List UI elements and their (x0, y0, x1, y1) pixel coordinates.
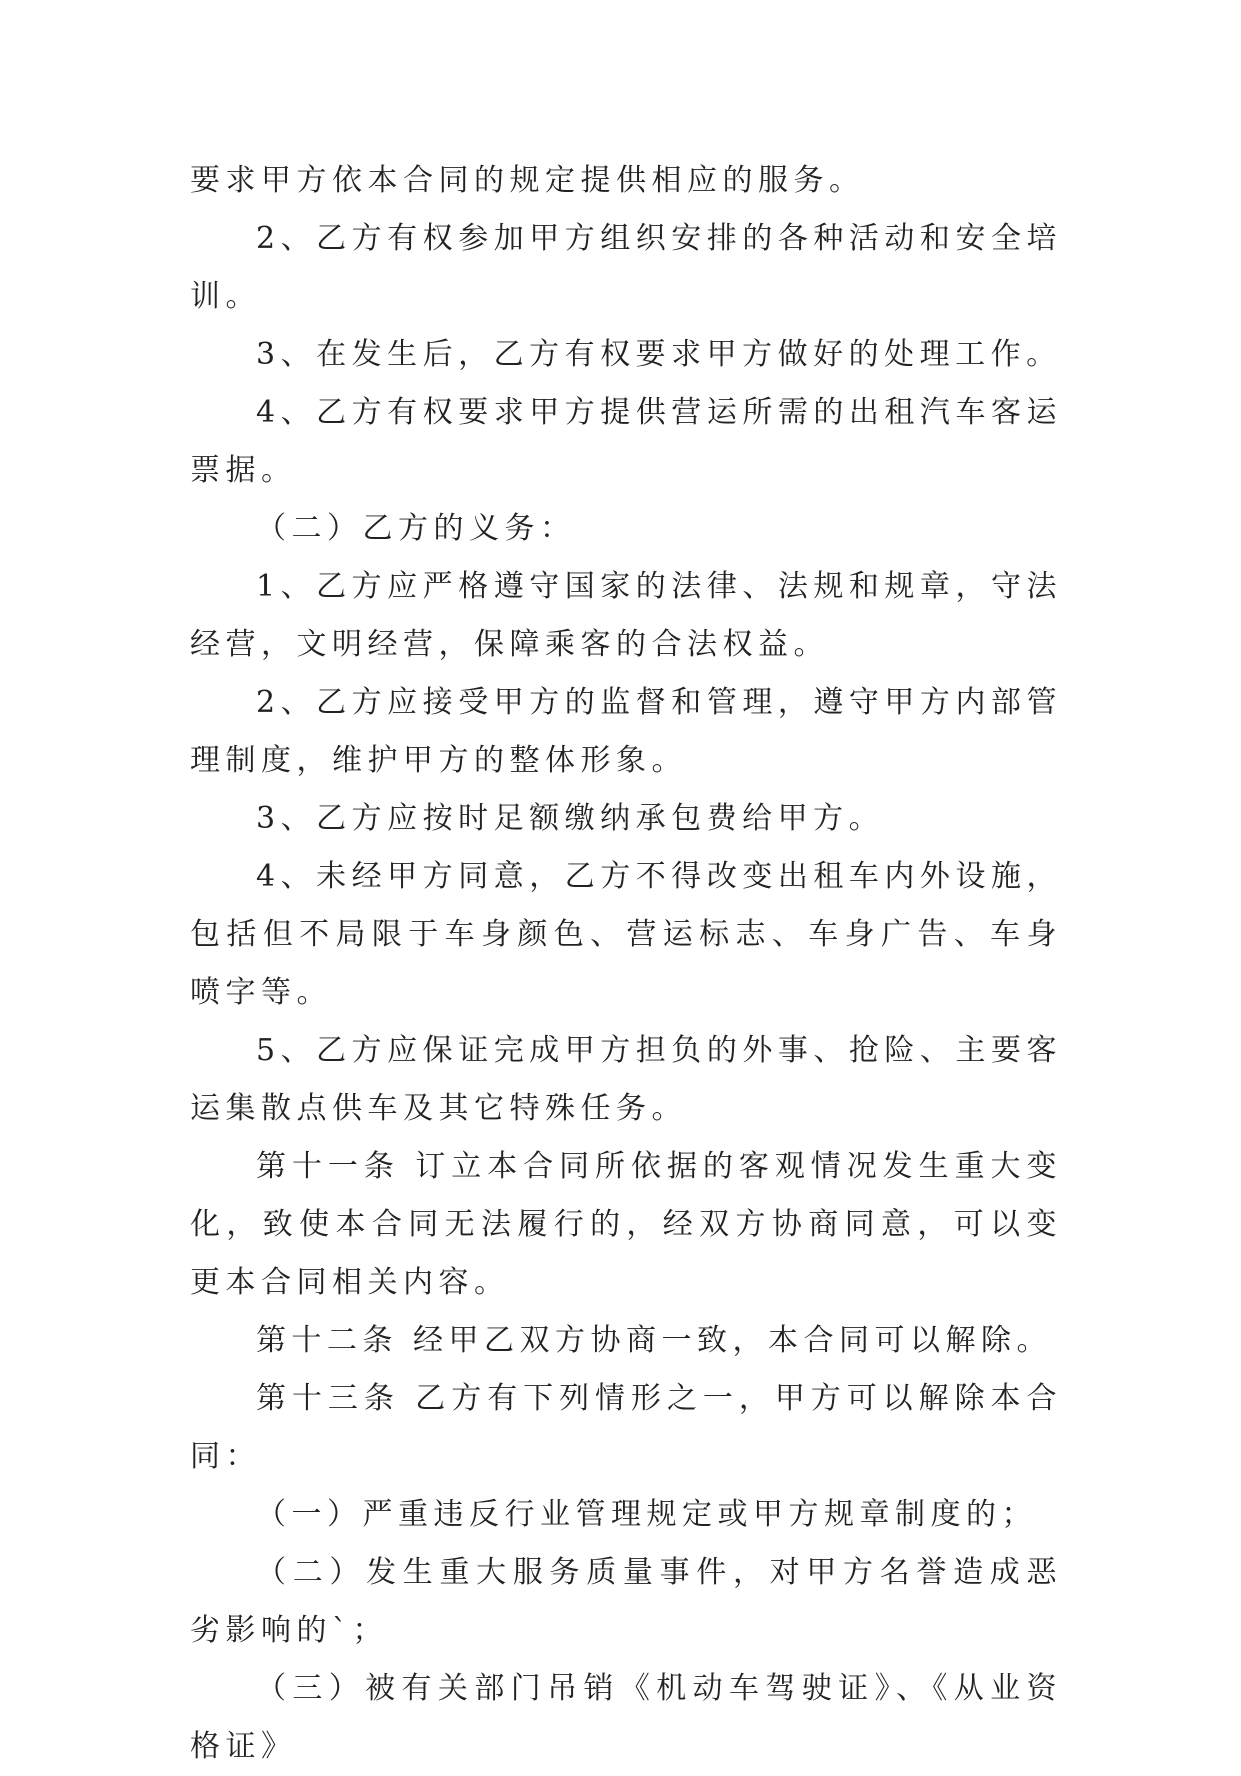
article-12: 第十二条 经甲乙双方协商一致，本合同可以解除。 (256, 1323, 1053, 1358)
paragraph-3: 3、在发生后，乙方有权要求甲方做好的处理工作。 (256, 337, 1062, 372)
paragraph-10: 5、乙方应保证完成甲方担负的外事、抢险、主要客运集散点供车及其它特殊任务。 (190, 1033, 1062, 1126)
article-13: 第十三条 乙方有下列情形之一，甲方可以解除本合同： (190, 1381, 1062, 1474)
article-13-item-2: （二）发生重大服务质量事件，对甲方名誉造成恶劣影响的`； (190, 1555, 1062, 1648)
paragraph-2: 2、乙方有权参加甲方组织安排的各种活动和安全培训。 (190, 221, 1062, 314)
paragraph-1: 要求甲方依本合同的规定提供相应的服务。 (190, 163, 865, 198)
article-11: 第十一条 订立本合同所依据的客观情况发生重大变化，致使本合同无法履行的，经双方协商同意，可以变更本合同相关内容。 (190, 1149, 1062, 1300)
section-heading-party-b-obligations: （二）乙方的义务： (256, 511, 576, 546)
paragraph-7: 2、乙方应接受甲方的监督和管理，遵守甲方内部管理制度，维护甲方的整体形象。 (190, 685, 1062, 778)
paragraph-6: 1、乙方应严格遵守国家的法律、法规和规章，守法经营，文明经营，保障乘客的合法权益。 (190, 569, 1062, 662)
paragraph-9: 4、未经甲方同意，乙方不得改变出租车内外设施，包括但不局限于车身颜色、营运标志、车身广告、车身喷字等。 (190, 859, 1062, 1010)
article-13-item-3: （三）被有关部门吊销《机动车驾驶证》、《从业资格证》 (190, 1671, 1062, 1764)
article-13-item-1: （一）严重违反行业管理规定或甲方规章制度的； (256, 1497, 1037, 1532)
paragraph-4: 4、乙方有权要求甲方提供营运所需的出租汽车客运票据。 (190, 395, 1062, 488)
paragraph-8: 3、乙方应按时足额缴纳承包费给甲方。 (256, 801, 885, 836)
document-body (190, 152, 1062, 1776)
